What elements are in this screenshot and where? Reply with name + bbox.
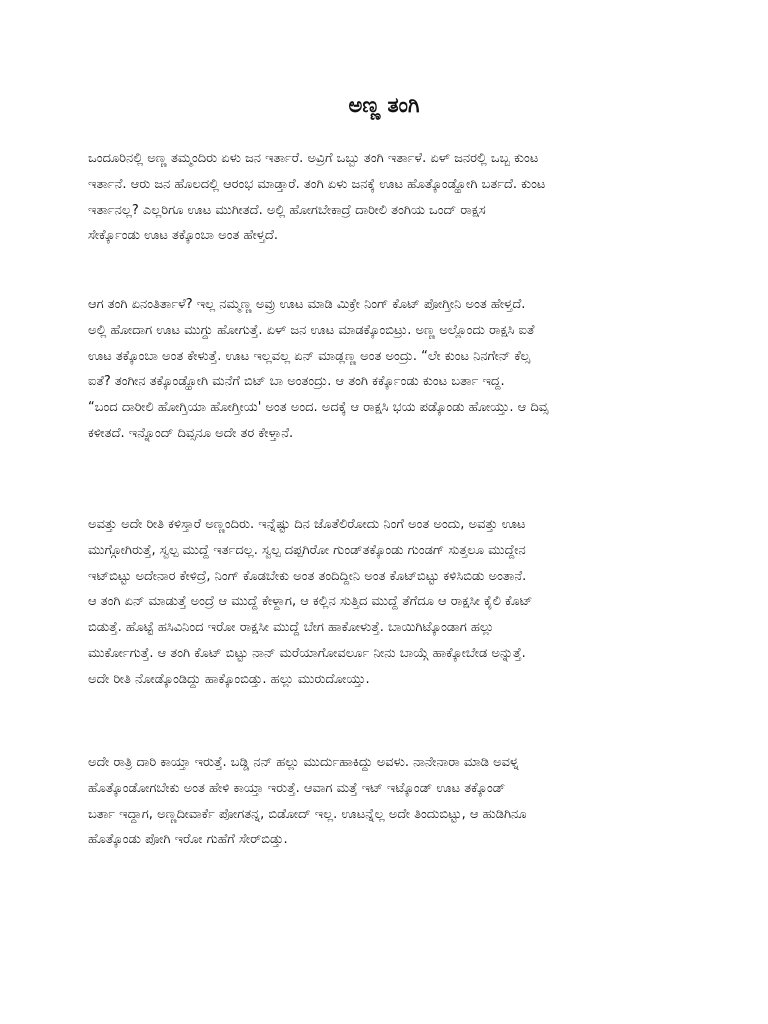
paragraph-line: ಮುಗ್ಗೋಗಿರುತ್ತೆ, ಸ್ವಲ್ಪ ಮುದ್ದೆ ಇರ್ತದಲ್ಲ. ಸ್ವಲ್ಪ ದಪ್ಪಗಿರೋ ಗುಂಡ್‌ತಕ್ಕೊಂಡು ಗುಂಡಗ್ ಸುತ್ತಲೂ ಮುದ್ದೇನ	[88, 542, 526, 558]
paragraph-line: ಹೊತ್ಕೊಂಡೋಗಬೇಕು ಅಂತ ಹೇಳಿ ಕಾಯ್ತಾ ಇರುತ್ತೆ. ಆವಾಗ ಮತ್ತೆ ಇಟ್ ಇಟ್ಕೊಂಡ್ ಊಟ ತಕ್ಕೊಂಡ್	[88, 780, 506, 796]
paragraph-1	[88, 146, 682, 249]
document-title: ಅಣ್ಣ ತಂಗಿ	[348, 93, 420, 117]
paragraph-line: ಇಟ್‌ಬಿಟ್ಟು ಅದೇನಾರ ಕೇಳಿದ್ರೆ, ನಿಂಗ್ ಕೊಡಬೇಕು ಅಂತ ತಂದಿದ್ದೀನಿ ಅಂತ ಕೊಟ್‌ಬಿಟ್ಟು ಕಳಿಸಿಬಿಡು ಅಂತಾನೆ.	[88, 568, 527, 584]
paragraph-3	[88, 512, 682, 693]
paragraph-line: ಹೊತ್ಕೊಂಡು ಪೋಗಿ ಇರೋ ಗುಹೆಗೆ ಸೇರ್‌ಬಿಡ್ತು.	[88, 832, 288, 848]
paragraph-line: ಅದೇ ರಾತ್ರಿ ದಾರಿ ಕಾಯ್ತಾ ಇರುತ್ತೆ. ಬಡ್ಡಿ ನನ್ ಹಲ್ಲು ಮುರ್ದುಹಾಕಿದ್ದು ಅವಳು. ನಾನೇನಾರಾ ಮಾಡಿ ಅವಳ್ನ	[88, 755, 519, 770]
paragraph-line: ಅವತ್ತು ಅದೇ ರೀತಿ ಕಳಿಸ್ತಾರೆ ಅಣ್ಣಂದಿರು. ಇನ್ನೆಷ್ಟು ದಿನ ಜೊತೆಲಿರೋದು ನಿಂಗೆ ಅಂತ ಅಂದು, ಅವತ್ತು ಊಟ	[88, 517, 526, 532]
paragraph-line: ಆ ತಂಗಿ ಏನ್ ಮಾಡುತ್ತೆ ಅಂದ್ರೆ ಆ ಮುದ್ದೆ ಕೇಳ್ದಾಗ, ಆ ಕಲ್ಲಿನ ಸುತ್ತಿದ ಮುದ್ದೆ ತೆಗೆದೂ ಆ ರಾಕ್ಷಸೀ ಕೈಲಿ ಕೊಟ್	[88, 594, 533, 610]
paragraph-line: ಆಗ ತಂಗಿ ಏನಂತಿರ್ತಾಳೆ? ಇಲ್ಲ ನಮ್ಮಣ್ಣ ಅವ್ರು ಊಟ ಮಾಡಿ ಮಿಕ್ರೇ ನಿಂಗ್ ಕೊಟ್ ಪೋಗ್ತೀನಿ ಅಂತ ಹೇಳ್ತದೆ.	[88, 297, 526, 312]
paragraph-line: ಇರ್ತಾನೆ. ಆರು ಜನ ಹೊಲದಲ್ಲಿ ಆರಂಭ ಮಾಡ್ತಾರೆ. ತಂಗಿ ಏಳು ಜನಕ್ಕೆ ಊಟ ಹೊತ್ಕೊಂಡ್ಹೋಗಿ ಬರ್ತದೆ. ಕುಂಟ	[88, 176, 546, 192]
paragraph-line: ಊಟ ತಕ್ಕೊಂಬಾ ಅಂತ ಕೇಳುತ್ತೆ. ಊಟ ಇಲ್ಲವಲ್ಲ ಏನ್ ಮಾಡ್ಲಣ್ಣ ಅಂತ ಅಂದ್ರು. “ಲೇ ಕುಂಟ ನಿನಗೇನ್ ಕೆಲ್ಸ	[88, 348, 531, 364]
paragraph-4	[88, 750, 682, 853]
paragraph-line: ಒಂದೂರಿನಲ್ಲಿ ಅಣ್ಣ ತಮ್ಮಂದಿರು ಏಳು ಜನ ಇರ್ತಾರೆ. ಅವ್ರಿಗೆ ಒಬ್ಬು ತಂಗಿ ಇರ್ತಾಳೆ. ಏಳ್ ಜನರಲ್ಲಿ ಒಬ್ಬ ಕುಂಟ	[88, 151, 539, 166]
paragraph-line: ಕಳೀತದೆ. ಇನ್ನೊಂದ್ ದಿವ್ಸನೂ ಅದೇ ತರ ಕೇಳ್ತಾನೆ.	[88, 425, 294, 441]
paragraph-line: ಇರ್ತಾನಲ್ಲ? ಎಲ್ಲರಿಗೂ ಊಟ ಮುಗೀತದೆ. ಅಲ್ಲಿ ಹೋಗಬೇಕಾದ್ರೆ ದಾರೀಲಿ ತಂಗಿಯ ಒಂದ್ ರಾಕ್ಷಸ	[88, 202, 486, 218]
paragraph-line: ಬರ್ತಾ ಇದ್ದಾಗ, ಅಣ್ಣದೀವಾರ್ಕೆ ಪೋಗತನ್ನ, ಬಿಡೋದ್ ಇಲ್ಲ. ಊಟನ್ನೆಲ್ಲ ಅದೇ ತಿಂದುಬಿಟ್ಟು, ಆ ಹುಡಿಗಿನೂ	[88, 806, 527, 822]
paragraph-line: ಸೇರ್ಕ್ಕೊಂಡು ಊಟ ತಕ್ಕೊಂಬಾ ಅಂತ ಹೇಳ್ತದೆ.	[88, 228, 278, 244]
paragraph-line: ಐತೆ? ತಂಗೀನ ತಕ್ಕೊಂಡ್ಹೋಗಿ ಮನೆಗೆ ಬಿಟ್ ಬಾ ಅಂತಂದ್ರು. ಆ ತಂಗಿ ಕರ್ಕ್ಕೊಂಡು ಕುಂಟ ಬರ್ತಾ ಇದ್ದ.	[88, 374, 505, 390]
paragraph-line: ಬಿಡುತ್ತೆ. ಹೊಟ್ಟೆ ಹಸಿವಿನಿಂದ ಇರೋ ರಾಕ್ಷಸೀ ಮುದ್ದೆ ಬೇಗ ಹಾಕೋಳುತ್ತೆ. ಬಾಯಿಗಿಟ್ಕೊಂಡಾಗ ಹಲ್ಲು	[88, 620, 495, 636]
paragraph-line: ಅದೇ ರೀತಿ ನೋಡ್ಕೊಂಡಿದ್ದು ಹಾಕ್ಕೊಂಬಿಡ್ತು. ಹಲ್ಲು ಮುರುದೋಯ್ತು.	[88, 671, 370, 687]
paragraph-2	[88, 292, 682, 447]
paragraph-line: ಅಲ್ಲಿ ಹೋದಾಗ ಊಟ ಮುಗ್ದು ಹೋಗುತ್ತೆ. ಏಳ್ ಜನ ಊಟ ಮಾಡಕ್ಕೊಂಬಿಟ್ರು. ಅಣ್ಣ ಅಲ್ಲೊಂದು ರಾಕ್ಷಸಿ ಐತೆ	[88, 322, 535, 338]
paragraph-line: “ಬಂದ ದಾರೀಲಿ ಹೋಗ್ತಿಯಾ ಹೋಗ್ತೀಯ' ಅಂತ ಅಂದ. ಅದಕ್ಕೆ ಆ ರಾಕ್ಷಸಿ ಭಯ ಪಡ್ಕೊಂಡು ಹೋಯ್ತು. ಆ ದಿವ್ಸ	[88, 400, 549, 416]
paragraph-line: ಮುರ್ಕೋಗುತ್ತೆ. ಆ ತಂಗಿ ಕೊಟ್ ಬಿಟ್ಟು ನಾನ್ ಮರೆಯಾಗೋವರ್ಲೂ ನೀನು ಬಾಯ್ಗೆ ಹಾಕ್ಕೋಬೇಡ ಅನ್ನುತ್ತೆ.	[88, 645, 526, 661]
